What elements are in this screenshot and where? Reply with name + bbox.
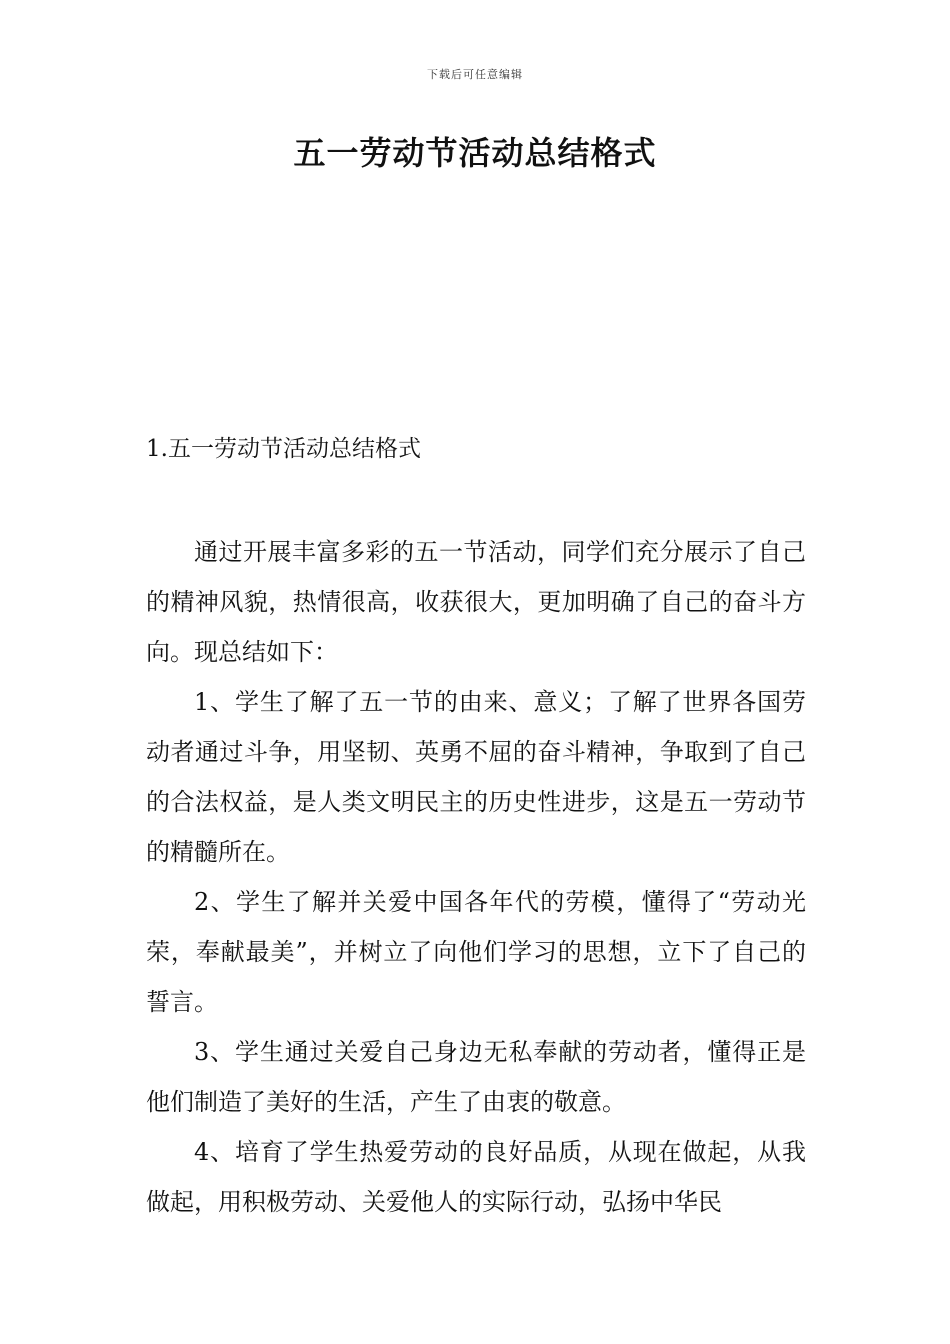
paragraph-item-2: 2、学生了解并关爱中国各年代的劳模，懂得了“劳动光荣，奉献最美”，并树立了向他们学习的思想，立下了自己的誓言。 xyxy=(146,888,806,1016)
paragraph-intro: 通过开展丰富多彩的五一节活动，同学们充分展示了自己的精神风貌，热情很高，收获很大，更加明确了自己的奋斗方向。现总结如下： xyxy=(146,538,806,666)
document-body xyxy=(146,527,806,1227)
header-note: 下载后可任意编辑 xyxy=(427,68,523,81)
section-heading: 1.五一劳动节活动总结格式 xyxy=(146,436,421,462)
paragraph-item-3: 3、学生通过关爱自己身边无私奉献的劳动者，懂得正是他们制造了美好的生活，产生了由衷的敬意。 xyxy=(146,1038,806,1116)
paragraph-item-1: 1、学生了解了五一节的由来、意义；了解了世界各国劳动者通过斗争，用坚韧、英勇不屈的奋斗精神，争取到了自己的合法权益，是人类文明民主的历史性进步，这是五一劳动节的精髓所在。 xyxy=(146,688,806,866)
paragraph-item-4: 4、培育了学生热爱劳动的良好品质，从现在做起，从我做起，用积极劳动、关爱他人的实际行动，弘扬中华民 xyxy=(146,1138,806,1216)
document-title: 五一劳动节活动总结格式 xyxy=(293,134,657,172)
